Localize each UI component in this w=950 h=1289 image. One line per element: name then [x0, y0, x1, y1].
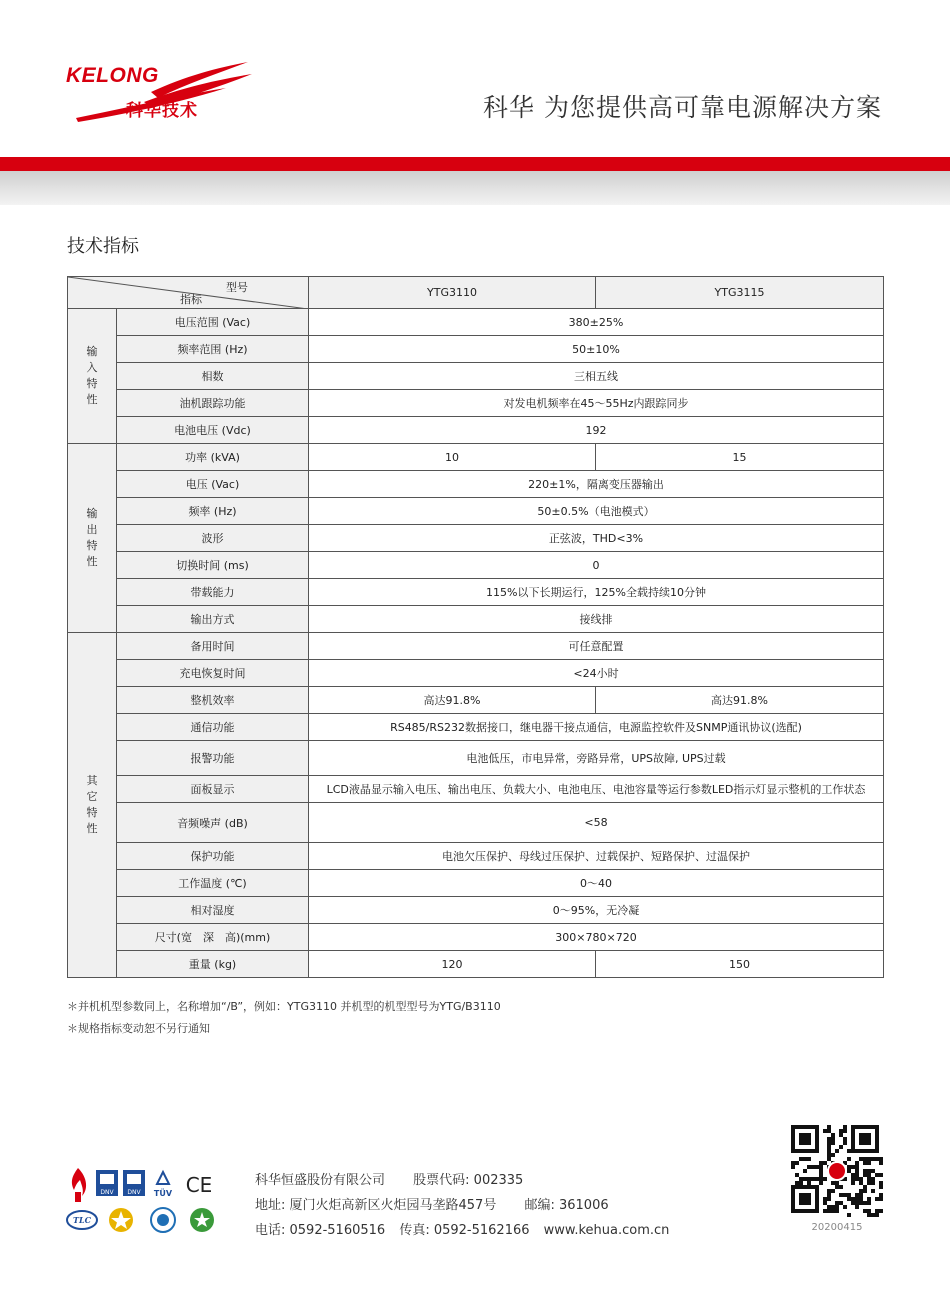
table-row — [68, 660, 884, 687]
row-value: 0～95%，无冷凝 — [309, 897, 884, 924]
row-value: 120 — [309, 951, 596, 978]
row-value: <24小时 — [309, 660, 884, 687]
row-value: RS485/RS232数据接口，继电器干接点通信，电源监控软件及SNMP通讯协议(选配) — [309, 714, 884, 741]
row-label: 尺寸(宽 深 高)(mm) — [117, 924, 309, 951]
row-label: 充电恢复时间 — [117, 660, 309, 687]
table-row — [68, 870, 884, 897]
website-link[interactable]: www.kehua.com.cn — [543, 1223, 670, 1238]
star-seal-icon — [109, 1208, 133, 1232]
table-row — [68, 741, 884, 776]
row-label: 频率范围 (Hz) — [117, 336, 309, 363]
table-row — [68, 552, 884, 579]
spec-table — [67, 276, 884, 978]
row-value: 对发电机频率在45～55Hz内跟踪同步 — [309, 390, 884, 417]
certification-logos — [66, 1166, 226, 1236]
table-row — [68, 843, 884, 870]
row-value: 192 — [309, 417, 884, 444]
row-label: 输出方式 — [117, 606, 309, 633]
ce-mark-icon: CE — [185, 1173, 213, 1197]
row-value: 10 — [309, 444, 596, 471]
green-seal-icon — [190, 1208, 214, 1232]
row-label: 备用时间 — [117, 633, 309, 660]
table-row — [68, 579, 884, 606]
dnv-cert-icon — [123, 1170, 145, 1196]
section-title: 技术指标 — [67, 236, 139, 257]
svg-text:DNV: DNV — [127, 1189, 141, 1196]
corner-top-label: 型号 — [226, 281, 248, 294]
postcode: 邮编: 361006 — [524, 1198, 609, 1213]
row-value: 可任意配置 — [309, 633, 884, 660]
phone: 电话: 0592-5160516 — [255, 1223, 386, 1238]
table-row — [68, 390, 884, 417]
row-value: 150 — [596, 951, 884, 978]
row-value: 50±10% — [309, 336, 884, 363]
table-row — [68, 444, 884, 471]
company-name: 科华恒盛股份有限公司 — [255, 1173, 386, 1188]
row-label: 电压范围 (Vac) — [117, 309, 309, 336]
row-label: 带载能力 — [117, 579, 309, 606]
row-label: 工作温度 (℃) — [117, 870, 309, 897]
table-row — [68, 498, 884, 525]
row-value: 三相五线 — [309, 363, 884, 390]
row-label: 整机效率 — [117, 687, 309, 714]
row-label: 保护功能 — [117, 843, 309, 870]
row-value: 50±0.5%（电池模式） — [309, 498, 884, 525]
row-label: 通信功能 — [117, 714, 309, 741]
company-info — [255, 1168, 693, 1243]
table-row — [68, 309, 884, 336]
row-label: 波形 — [117, 525, 309, 552]
table-row — [68, 606, 884, 633]
row-label: 切换时间 (ms) — [117, 552, 309, 579]
table-row — [68, 525, 884, 552]
table-row — [68, 336, 884, 363]
table-row — [68, 633, 884, 660]
address-row — [255, 1193, 693, 1218]
round-cert-icon — [151, 1208, 175, 1232]
tuv-cert-icon — [154, 1172, 173, 1198]
header-grey-band — [0, 171, 950, 205]
row-value: 正弦波，THD<3% — [309, 525, 884, 552]
row-label: 油机跟踪功能 — [117, 390, 309, 417]
date-code: 20200415 — [811, 1222, 863, 1233]
table-row — [68, 687, 884, 714]
svg-text:TÜV: TÜV — [153, 1189, 173, 1198]
model-header: YTG3110 — [309, 277, 596, 309]
row-label: 音频噪声 (dB) — [117, 803, 309, 843]
header-slogan: 科华 为您提供高可靠电源解决方案 — [483, 93, 882, 122]
corner-cell — [68, 277, 309, 309]
address: 地址: 厦门火炬高新区火炬园马垄路457号 — [255, 1198, 497, 1213]
logo-en-text: KELONG — [66, 64, 159, 87]
cert-icons — [66, 1166, 226, 1236]
row-value: 0～40 — [309, 870, 884, 897]
company-row — [255, 1168, 693, 1193]
table-header-row — [68, 277, 884, 309]
row-value: <58 — [309, 803, 884, 843]
fax: 传真: 0592-5162166 — [399, 1223, 530, 1238]
corner-bottom-label: 指标 — [180, 293, 202, 306]
row-label: 功率 (kVA) — [117, 444, 309, 471]
footnotes — [67, 996, 501, 1040]
table-row — [68, 924, 884, 951]
row-label: 电压 (Vac) — [117, 471, 309, 498]
row-label: 相对湿度 — [117, 897, 309, 924]
row-value: 电池低压，市电异常，旁路异常，UPS故障, UPS过载 — [309, 741, 884, 776]
stock-code: 股票代码: 002335 — [413, 1173, 524, 1188]
row-value: 电池欠压保护、母线过压保护、过载保护、短路保护、过温保护 — [309, 843, 884, 870]
tlc-cert-icon — [67, 1211, 97, 1229]
table-row — [68, 951, 884, 978]
kelong-logo — [66, 58, 256, 128]
group-input-label: 输 入 特 性 — [68, 309, 117, 444]
header-red-band — [0, 157, 950, 171]
table-row — [68, 803, 884, 843]
row-value: 接线排 — [309, 606, 884, 633]
table-row — [68, 714, 884, 741]
footnote: ＊规格指标变动恕不另行通知 — [67, 1022, 210, 1035]
row-value: LCD液晶显示输入电压、输出电压、负载大小、电池电压、电池容量等运行参数LED指示灯显示整机的工作状态 — [309, 776, 884, 803]
flame-torch-icon — [72, 1168, 86, 1202]
model-header: YTG3115 — [596, 277, 884, 309]
row-label: 电池电压 (Vdc) — [117, 417, 309, 444]
row-label: 相数 — [117, 363, 309, 390]
row-label: 频率 (Hz) — [117, 498, 309, 525]
table-row — [68, 471, 884, 498]
dnv-cert-icon — [96, 1170, 118, 1196]
row-label: 面板显示 — [117, 776, 309, 803]
row-value: 300×780×720 — [309, 924, 884, 951]
table-row — [68, 363, 884, 390]
svg-text:TLC: TLC — [73, 1215, 91, 1225]
row-value: 15 — [596, 444, 884, 471]
table-row — [68, 897, 884, 924]
row-value: 115%以下长期运行，125%全载持续10分钟 — [309, 579, 884, 606]
footnote: ＊并机机型参数同上，名称增加“/B”，例如：YTG3110 并机型的机型型号为YTG/B3110 — [67, 1000, 501, 1013]
row-label: 报警功能 — [117, 741, 309, 776]
svg-text:DNV: DNV — [100, 1189, 114, 1196]
logo-cn-text: 科华技术 — [126, 101, 198, 121]
row-value: 220±1%，隔离变压器输出 — [309, 471, 884, 498]
table-row — [68, 776, 884, 803]
table-row — [68, 417, 884, 444]
row-value: 380±25% — [309, 309, 884, 336]
group-output-label: 输 出 特 性 — [68, 444, 117, 633]
row-label: 重量 (kg) — [117, 951, 309, 978]
contact-row — [255, 1218, 693, 1243]
group-other-label: 其 它 特 性 — [68, 633, 117, 978]
qr-code-icon[interactable] — [791, 1125, 883, 1217]
row-value: 高达91.8% — [596, 687, 884, 714]
row-value: 高达91.8% — [309, 687, 596, 714]
row-value: 0 — [309, 552, 884, 579]
